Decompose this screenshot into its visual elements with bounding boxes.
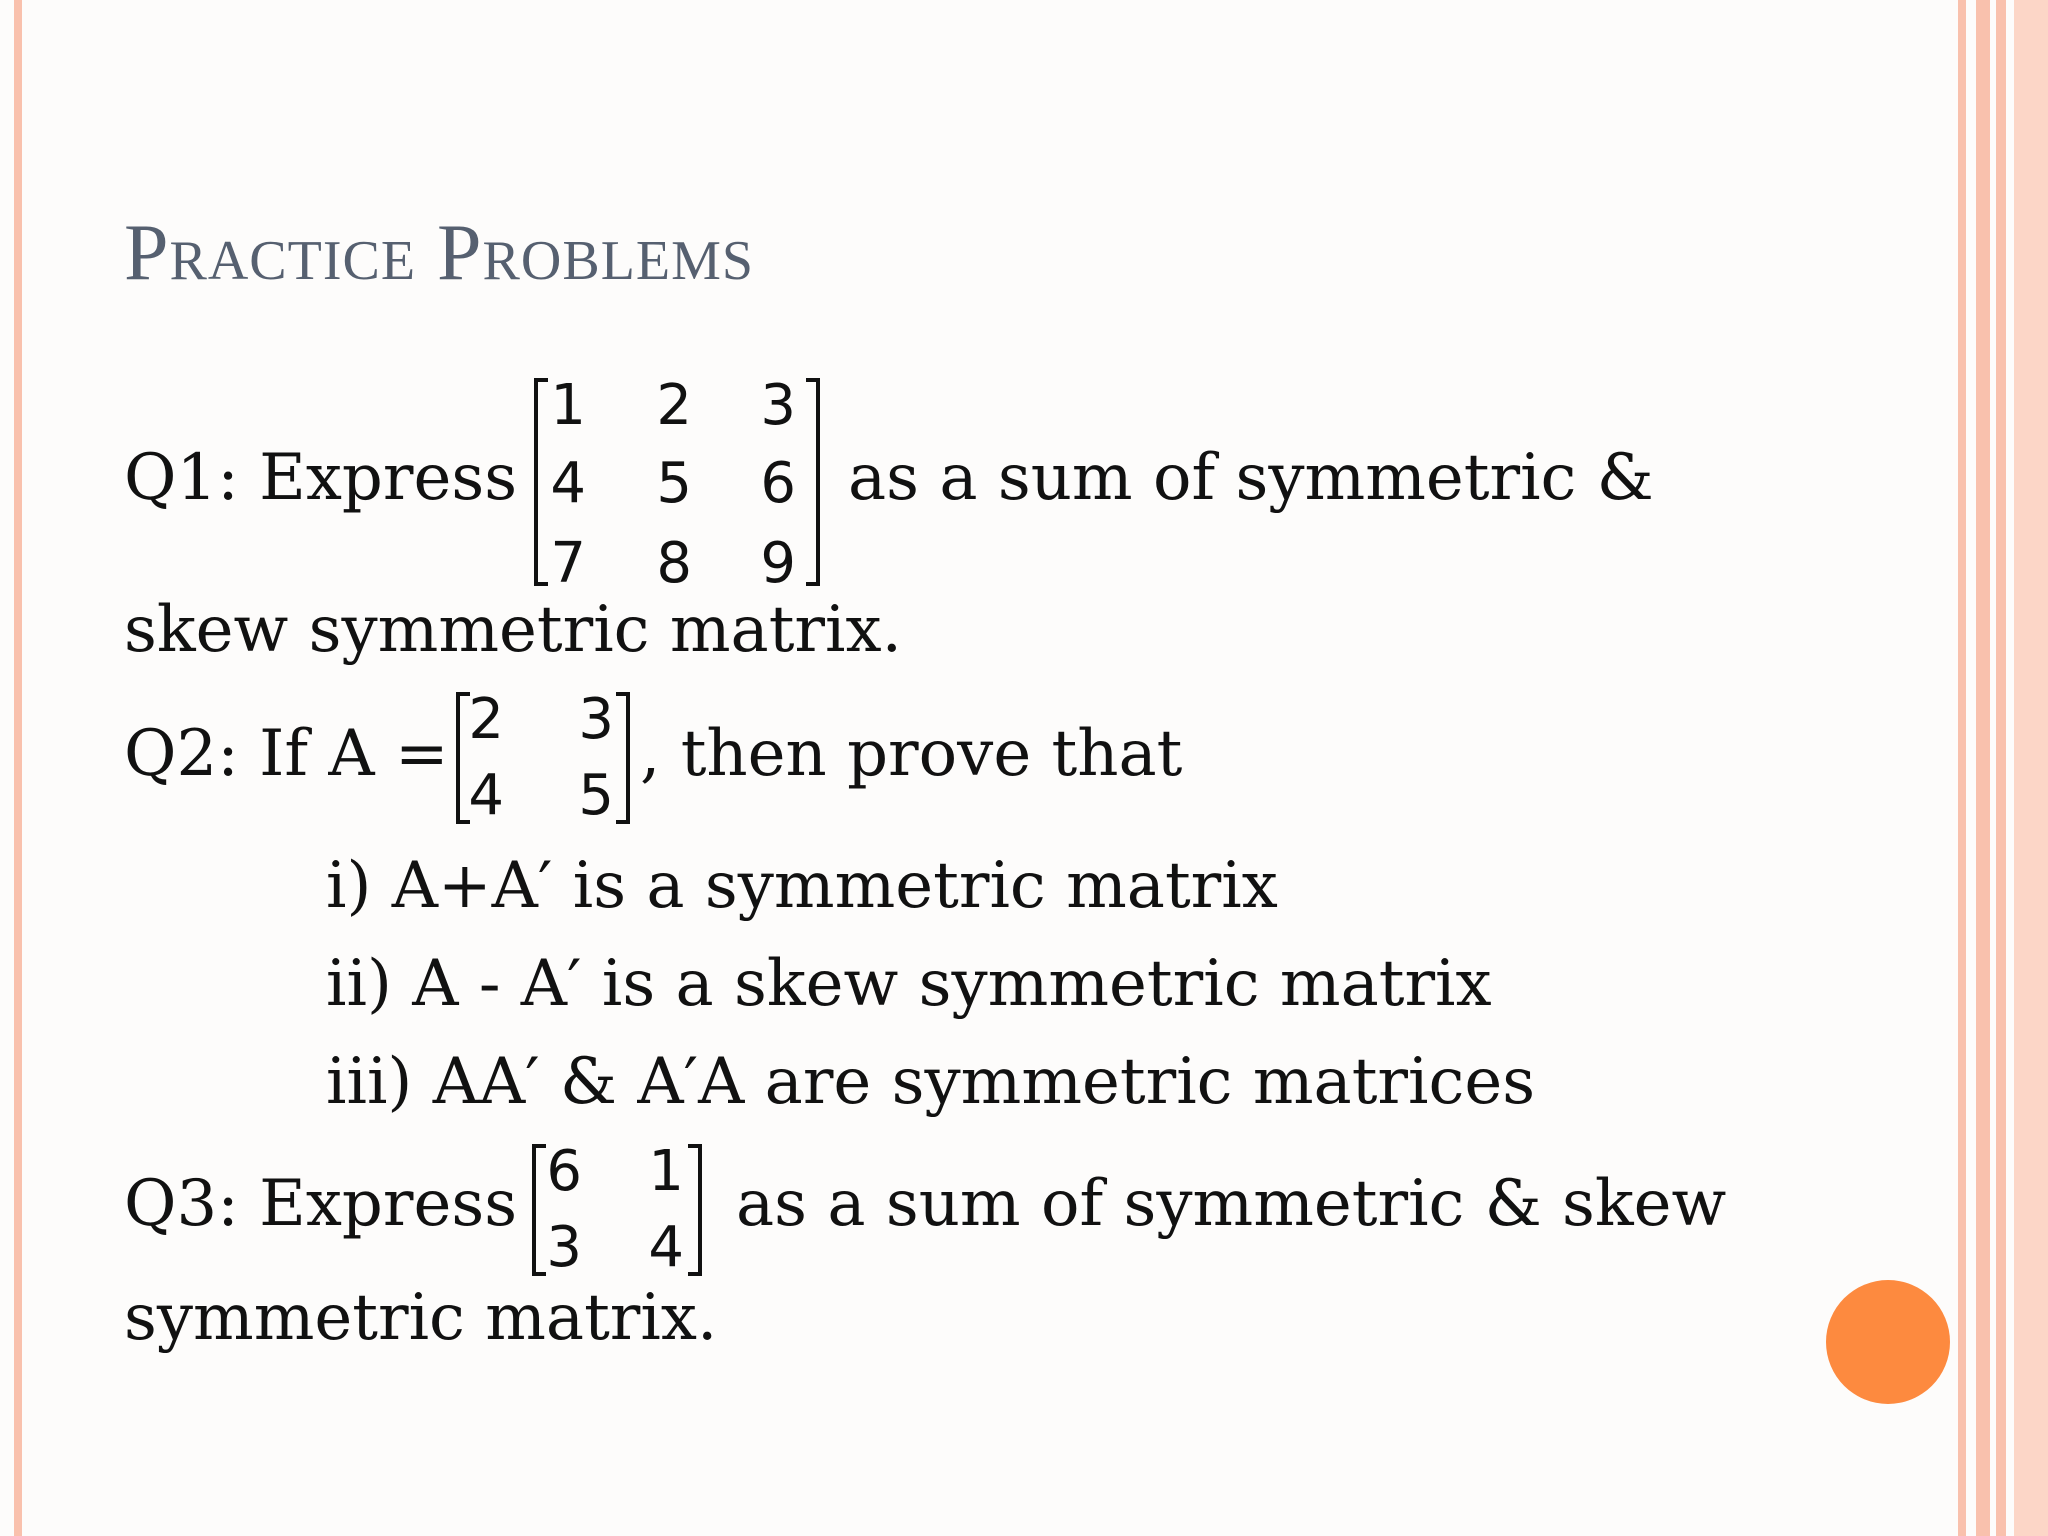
q1-cell: 4	[550, 451, 586, 516]
q2-item-3: iii) AA′ & A′A are symmetric matrices	[326, 1045, 1536, 1119]
q3-cell: 1	[648, 1139, 684, 1204]
q1-cell: 3	[760, 373, 796, 438]
q3-cell: 3	[546, 1215, 582, 1280]
q3-cell: 6	[546, 1139, 582, 1204]
q1-matrix	[526, 373, 826, 596]
q3-prefix: Q3: Express	[124, 1167, 518, 1241]
right-border-stripe-4	[2014, 0, 2048, 1536]
accent-circle	[1826, 1280, 1950, 1404]
q1-cell: 2	[656, 373, 692, 438]
q1-prefix: Q1: Express	[124, 441, 518, 515]
q1-continuation: skew symmetric matrix.	[124, 593, 902, 667]
q3-cell: 4	[648, 1215, 684, 1280]
right-border-stripe-3	[1996, 0, 2006, 1536]
q2-prefix: Q2: If A =	[124, 717, 449, 791]
q1-cell: 1	[550, 373, 586, 438]
q1-cell: 8	[656, 531, 692, 596]
q1-suffix: as a sum of symmetric &	[848, 441, 1654, 515]
q2-cell: 3	[578, 687, 614, 752]
q2-cell: 4	[468, 763, 504, 828]
q1-cell: 9	[760, 531, 796, 596]
q1-cell: 5	[656, 451, 692, 516]
right-border-stripe-1	[1958, 0, 1966, 1536]
slide-title: Practice Problems	[124, 209, 755, 297]
q1-cell: 7	[550, 531, 586, 596]
q3-suffix: as a sum of symmetric & skew	[736, 1167, 1727, 1241]
right-border-stripe-2	[1976, 0, 1990, 1536]
q3-matrix	[526, 1139, 716, 1280]
q2-suffix: , then prove that	[640, 717, 1183, 791]
q2-item-2: ii) A - A′ is a skew symmetric matrix	[326, 947, 1492, 1021]
q2-item-1: i) A+A′ is a symmetric matrix	[326, 849, 1278, 923]
q3-continuation: symmetric matrix.	[124, 1281, 718, 1355]
left-border-stripe	[14, 0, 22, 1536]
q2-matrix	[450, 687, 646, 828]
q2-cell: 2	[468, 687, 504, 752]
q1-cell: 6	[760, 451, 796, 516]
q2-cell: 5	[578, 763, 614, 828]
